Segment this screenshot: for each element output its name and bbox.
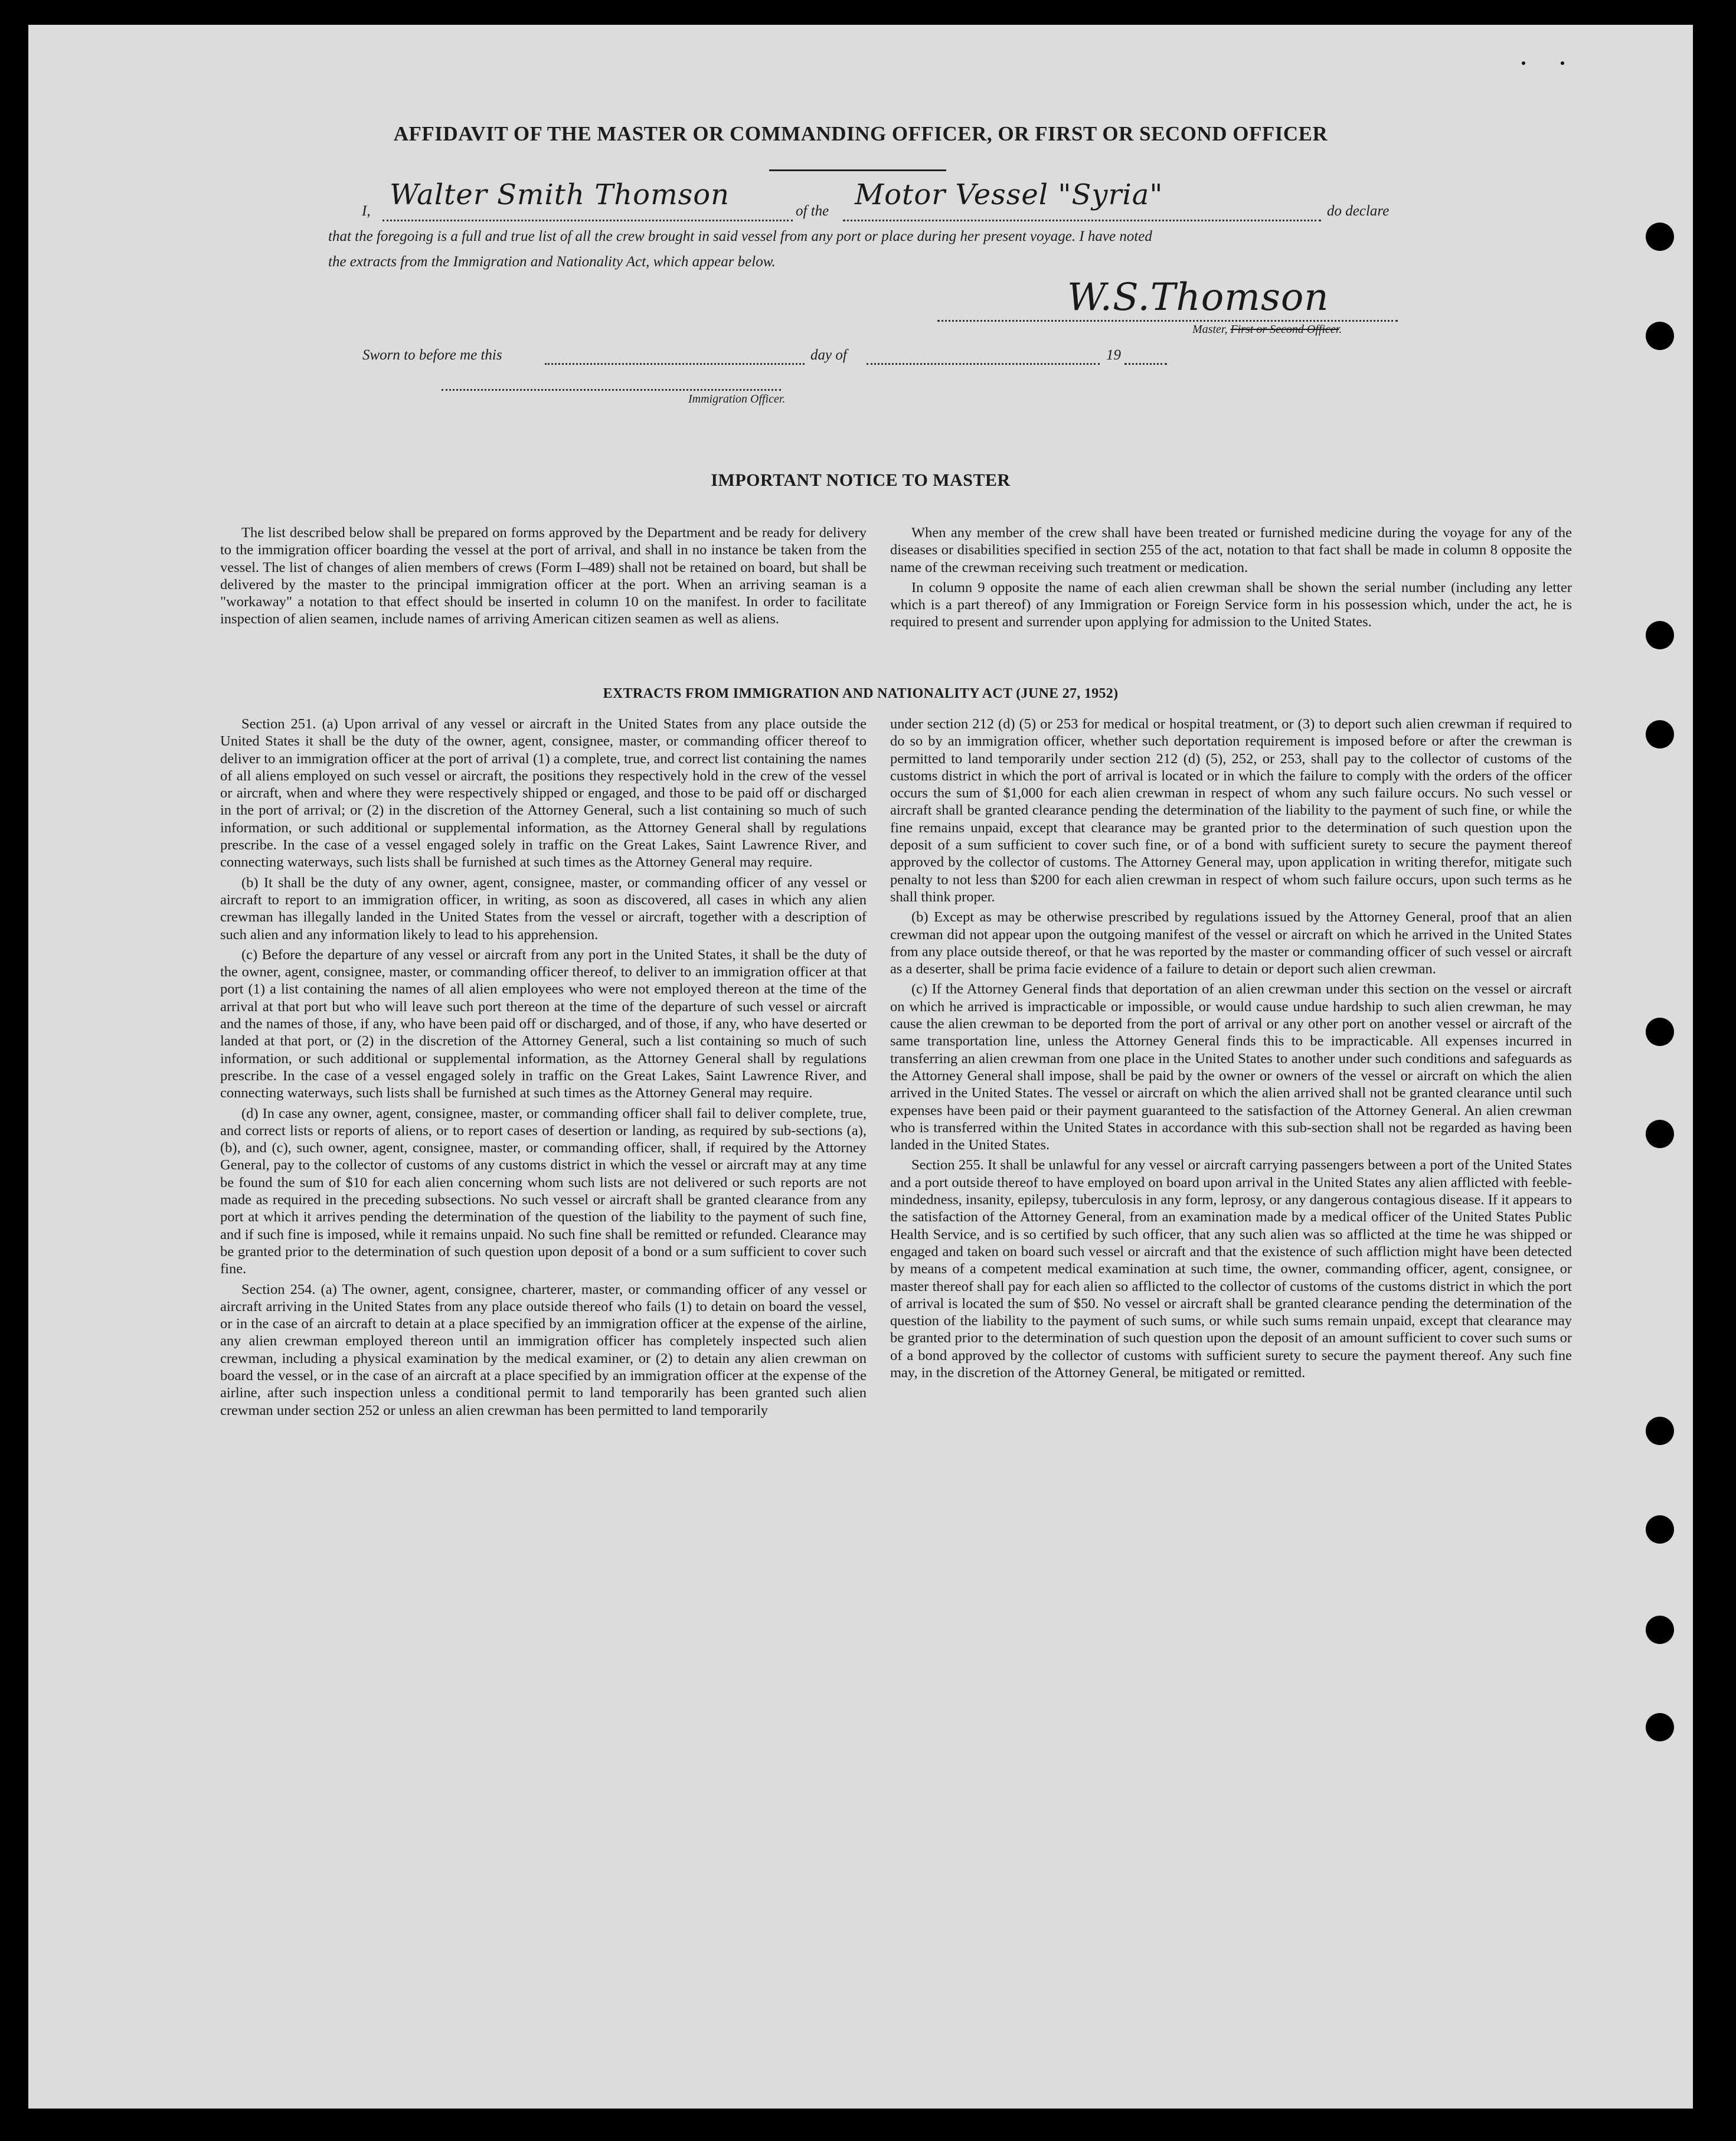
punch-hole — [1646, 1515, 1674, 1544]
affidavit-line-2: that the foregoing is a full and true list of all the crew brought in said vessel from any port or place during her present voyage. I have noted — [328, 228, 1152, 244]
ink-speck — [1522, 61, 1525, 65]
punch-hole — [1646, 621, 1674, 649]
document-page — [28, 25, 1693, 2109]
punch-hole — [1646, 322, 1674, 350]
extract-paragraph: Section 255. It shall be unlawful for any vessel or aircraft carrying passengers between a port of the United States and a port outside thereof to have employed on board upon arrival in the United States any alien afflicted with feeble-mindedness, insanity, epilepsy, tuberculosis in any form, leprosy, or any dangerous contagious disease. If it appears to the satisfaction of the Attorney General, from an examination made by a medical officer of the United States Public Health Service, and is so certified by such officer, that any such alien was so afflicted at the time he was shipped or engaged and taken on board such vessel or aircraft and that the existence of such affliction might have been detected by means of a competent medical examination at such time, the owner, commanding officer, agent, consignee, or master thereof shall pay for each alien so afflicted to the collector of customs of the customs district in which the port of arrival is located the sum of $50. No vessel or aircraft shall be granted clearance pending the determination of the question of the liability to the payment of such sums, or while such sums remain unpaid, except that clearance may be granted prior to the determination of such question upon the deposit of an amount sufficient to cover such sums or of a bond approved by the collector of customs with sufficient surety to secure the payment thereof. Any such fine may, in the discretion of the Attorney General, be mitigated or remitted. — [890, 1157, 1572, 1381]
vessel-line — [843, 220, 1321, 221]
extracts-left-column — [220, 715, 867, 1422]
caption-master: Master, — [1192, 323, 1228, 336]
caption-struck-officer: First or Second Officer — [1230, 323, 1339, 336]
do-declare-label: do declare — [1327, 203, 1390, 219]
affidavit-line-3: the extracts from the Immigration and Nationality Act, which appear below. — [328, 254, 776, 270]
notice-heading: IMPORTANT NOTICE TO MASTER — [711, 470, 1011, 490]
punch-hole — [1646, 1713, 1674, 1741]
extracts-right-column — [890, 715, 1572, 1384]
year-line — [1124, 363, 1167, 365]
extract-paragraph: Section 254. (a) The owner, agent, consignee, charterer, master, or commanding officer of any vessel or aircraft arriving in the United States from any place outside thereof who fails (1) to detain on board the vessel, or in the case of an aircraft to detain at a place specified by an immigration officer at the expense of the airline, any alien crewman employed thereon until an immigration officer has completely inspected such alien crewman, including a physical examination by the medical examiner, or (2) to detain any alien crewman on board the vessel, or in the case of an aircraft at a place specified by an immigration officer at the expense of the airline, after such inspection unless a conditional permit to land temporarily has been granted such alien crewman under section 252 or unless an alien crewman has been permitted to land temporarily — [220, 1281, 867, 1418]
notice-left-column — [220, 524, 867, 631]
signature-caption — [1192, 323, 1342, 336]
affidavit-title: AFFIDAVIT OF THE MASTER OR COMMANDING OFFICER, OR FIRST OR SECOND OFFICER — [393, 122, 1328, 145]
year-label: 19 — [1106, 347, 1121, 363]
vessel-handwritten: Motor Vessel "Syria" — [855, 178, 1163, 211]
master-name-handwritten: Walter Smith Thomson — [390, 178, 730, 211]
master-signature: W.S.Thomson — [1067, 276, 1329, 319]
sworn-day-line — [545, 363, 805, 365]
punch-hole — [1646, 1417, 1674, 1445]
extract-paragraph: (b) Except as may be otherwise prescribed by regulations issued by the Attorney General, proof that an alien crewman did not appear upon the outgoing manifest of the vessel or aircraft on which he arrived in the United States from any place outside thereof, or that he was reported by the master or commanding officer of such vessel or aircraft as a deserter, shall be prima facie evidence of a failure to detain or deport such alien crewman. — [890, 909, 1572, 978]
extract-paragraph: (c) If the Attorney General finds that deportation of an alien crewman under this section on the vessel or aircraft on which he arrived is impracticable or impossible, or would cause undue hardship to such alien crewman, he may cause the alien crewman to be deported from the port of arrival or any other port on another vessel or aircraft of the same transportation line, unless the Attorney General finds this to be impracticable. All expenses incurred in transferring an alien crewman from one place in the United States to another under such conditions and safeguards as the Attorney General shall impose, shall be paid by the owner or owners of the vessel or aircraft on which the alien arrived in the United States. The vessel or aircraft on which the alien arrived shall not be granted clearance until such expenses have been paid or their payment guaranteed to the satisfaction of the Attorney General. An alien crewman who is transferred within the United States in accordance with this sub-section shall not be regarded as having been landed in the United States. — [890, 981, 1572, 1153]
extract-paragraph: (d) In case any owner, agent, consignee, master, or commanding officer shall fail to deliver complete, true, and correct lists or reports of aliens, or to report cases of desertion or landing, as required by sub-sections (a), (b), and (c), such owner, agent, consignee, master, or commanding officer, shall, if required by the Attorney General, pay to the collector of customs of any customs district in which the vessel or aircraft may at any time be found the sum of $10 for each alien concerning whom such lists are not delivered or such reports are not made as required in the preceding subsections. No such vessel or aircraft shall be granted clearance from any port at which it arrives pending the determination of the question of the liability to the payment of such fine, and if such fine is imposed, while it remains unpaid. No such fine shall be remitted or refunded. Clearance may be granted prior to the determination of such question upon deposit of a bond or a sum sufficient to cover such fine. — [220, 1105, 867, 1277]
extract-paragraph: Section 251. (a) Upon arrival of any vessel or aircraft in the United States from any place outside the United States it shall be the duty of the owner, agent, consignee, master, or commanding officer thereof to deliver to an immigration officer at the port of arrival (1) a complete, true, and correct list containing the names of all aliens employed on such vessel or aircraft, the positions they respectively hold in the crew of the vessel or aircraft, when and where they were respectively shipped or engaged, and those to be paid off or discharged in the port of arrival; or (2) in the discretion of the Attorney General, such a list containing so much of such information, or such additional or supplemental information, as the Attorney General shall by regulations prescribe. In the case of a vessel engaged solely in traffic on the Great Lakes, Saint Lawrence River, and connecting waterways, such lists shall be furnished at such times as the Attorney General may require. — [220, 716, 867, 871]
extract-paragraph: under section 212 (d) (5) or 253 for medical or hospital treatment, or (3) to deport such alien crewman if required to do so by an immigration officer, whether such deportation requirement is imposed before or after the crewman is permitted to land temporarily under section 212 (d) (5), 252, or 253, shall pay to the collector of customs of the customs district in which the port of arrival is located or in which the failure to comply with the orders of the officer occurs the sum of $1,000 for each alien crewman in respect of whom any such failure occurs. No such vessel or aircraft shall be granted clearance pending the determination of the liability to the payment of such fine, or while the fine remains unpaid, except that clearance may be granted prior to the determination of such question upon the deposit of a sum sufficient to cover such fine, or of a bond with sufficient surety to secure the payment thereof approved by the collector of customs. The Attorney General may, upon application in writing therefor, mitigate such penalty to not less than $200 for each alien crewman in respect of whom such failure occurs, upon such terms as he shall think proper. — [890, 716, 1572, 905]
sworn-label: Sworn to before me this — [362, 347, 502, 363]
extracts-heading: EXTRACTS FROM IMMIGRATION AND NATIONALITY ACT (JUNE 27, 1952) — [603, 686, 1119, 701]
i-label: I, — [362, 203, 371, 219]
notice-right-column — [890, 524, 1572, 634]
punch-hole — [1646, 1616, 1674, 1644]
extract-paragraph: (c) Before the departure of any vessel or aircraft from any port in the United States, it shall be the duty of the owner, agent, consignee, master, or commanding officer thereof, to deliver to an immigration officer at that port (1) a list containing the names of all alien employees who were not employed thereon at the time of the arrival at that port but who will leave such port thereon at the time of the departure of such vessel or aircraft and the names of those, if any, who have been paid off or discharged, and of those, if any, who have deserted or landed at that port, or (2) in the discretion of the Attorney General, such a list containing so much of such information, or such additional or supplemental information, as the Attorney General shall by regulations prescribe. In the case of a vessel engaged solely in traffic on the Great Lakes, Saint Lawrence River, and connecting waterways, such lists shall be furnished at such times as the Attorney General may require. — [220, 946, 867, 1101]
ink-speck — [1561, 61, 1564, 65]
punch-hole — [1646, 720, 1674, 748]
officer-label: Immigration Officer. — [688, 393, 786, 406]
officer-signature-line — [442, 389, 781, 391]
caption-end: . — [1339, 323, 1342, 336]
notice-paragraph: The list described below shall be prepared on forms approved by the Department and be ready for delivery to the immigration officer boarding the vessel at the port of arrival, and shall in no instance be taken from the vessel. The list of changes of alien members of crews (Form I–489) shall not be retained on board, but shall be delivered by the master to the principal immigration officer at the port. When an arriving seaman is a "workaway" a notation to that effect should be inserted in column 10 on the manifest. In order to facilitate inspection of alien seamen, include names of arriving American citizen seamen as well as aliens. — [220, 525, 867, 627]
of-the-label: of the — [796, 203, 829, 219]
title-rule — [769, 169, 946, 171]
name-line — [382, 220, 793, 221]
notice-paragraph: In column 9 opposite the name of each alien crewman shall be shown the serial number (including any letter which is a part thereof) of any Immigration or Foreign Service form in his possession which, under the act, he is required to present and surrender upon applying for admission to the United States. — [890, 579, 1572, 630]
month-line — [867, 363, 1100, 365]
punch-hole — [1646, 1018, 1674, 1046]
day-of-label: day of — [810, 347, 847, 363]
signature-line — [937, 320, 1398, 322]
notice-paragraph: When any member of the crew shall have been treated or furnished medicine during the voyage for any of the diseases or disabilities specified in section 255 of the act, notation to that fact shall be made in column 8 opposite the name of the crewman receiving such treatment or medication. — [890, 525, 1572, 576]
punch-hole — [1646, 1120, 1674, 1148]
extract-paragraph: (b) It shall be the duty of any owner, agent, consignee, master, or commanding officer of any vessel or aircraft to report to an immigration officer, in writing, as soon as discovered, all cases in which any alien crewman has illegally landed in the United States from the vessel or aircraft, together with a description of such alien and any information likely to lead to his apprehension. — [220, 874, 867, 943]
punch-hole — [1646, 223, 1674, 251]
